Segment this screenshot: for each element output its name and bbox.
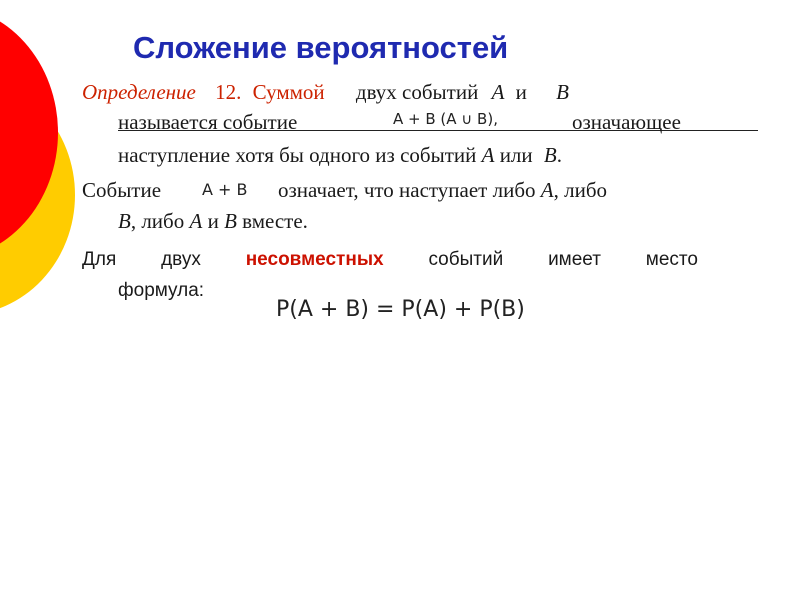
p2-b: B bbox=[118, 209, 131, 233]
definition-number: 12. bbox=[215, 80, 242, 104]
p3-w1: Для bbox=[82, 249, 117, 270]
line3-a: A bbox=[481, 143, 495, 167]
definition-line-3 bbox=[118, 143, 562, 167]
paragraph3-line2: формула: bbox=[118, 280, 205, 301]
probability-formula: P(A + B) = P(A) + P(B) bbox=[276, 297, 525, 322]
p2-either: , либо bbox=[553, 178, 608, 202]
line3-text: наступление хотя бы одного из событий bbox=[118, 143, 477, 167]
definition-line1-rest: двух событий bbox=[355, 80, 479, 104]
p3-emphasis: несовместных bbox=[245, 249, 384, 270]
event-a: A bbox=[491, 80, 505, 104]
p2-b2: B bbox=[224, 209, 237, 233]
sum-expression: A + B (A ∪ B), bbox=[393, 110, 498, 128]
paragraph2-line2 bbox=[118, 209, 308, 233]
paragraph3-line1 bbox=[82, 248, 698, 272]
p3-w4: имеет bbox=[548, 249, 601, 270]
line3-dot: . bbox=[556, 143, 562, 167]
p2-and: и bbox=[207, 209, 219, 233]
paragraph2-start: Событие bbox=[82, 178, 162, 202]
p3-w3: событий bbox=[428, 249, 504, 270]
paragraph2-line1 bbox=[278, 178, 607, 202]
p2-a2: A bbox=[189, 209, 203, 233]
p2-rest2: , либо bbox=[130, 209, 185, 233]
line3-or: или bbox=[499, 143, 533, 167]
definition-term: Определение bbox=[82, 80, 196, 104]
p2-end: вместе. bbox=[242, 209, 308, 233]
p2-a: A bbox=[540, 178, 554, 202]
p3-w2: двух bbox=[161, 249, 201, 270]
p2-rest1: означает, что наступает либо bbox=[278, 178, 536, 202]
p3-w5: место bbox=[645, 249, 698, 270]
and-word: и bbox=[515, 80, 527, 104]
sum-word: Суммой bbox=[252, 80, 325, 104]
line3-b: B bbox=[543, 143, 557, 167]
slide-title: Сложение вероятностей bbox=[133, 30, 509, 65]
definition-line-2-end: означающее bbox=[572, 110, 681, 134]
paragraph2-expression: A + B bbox=[202, 180, 248, 199]
event-b: B bbox=[556, 80, 569, 104]
definition-line-1 bbox=[82, 80, 569, 104]
definition-line-2-start: называется событие bbox=[118, 110, 298, 134]
